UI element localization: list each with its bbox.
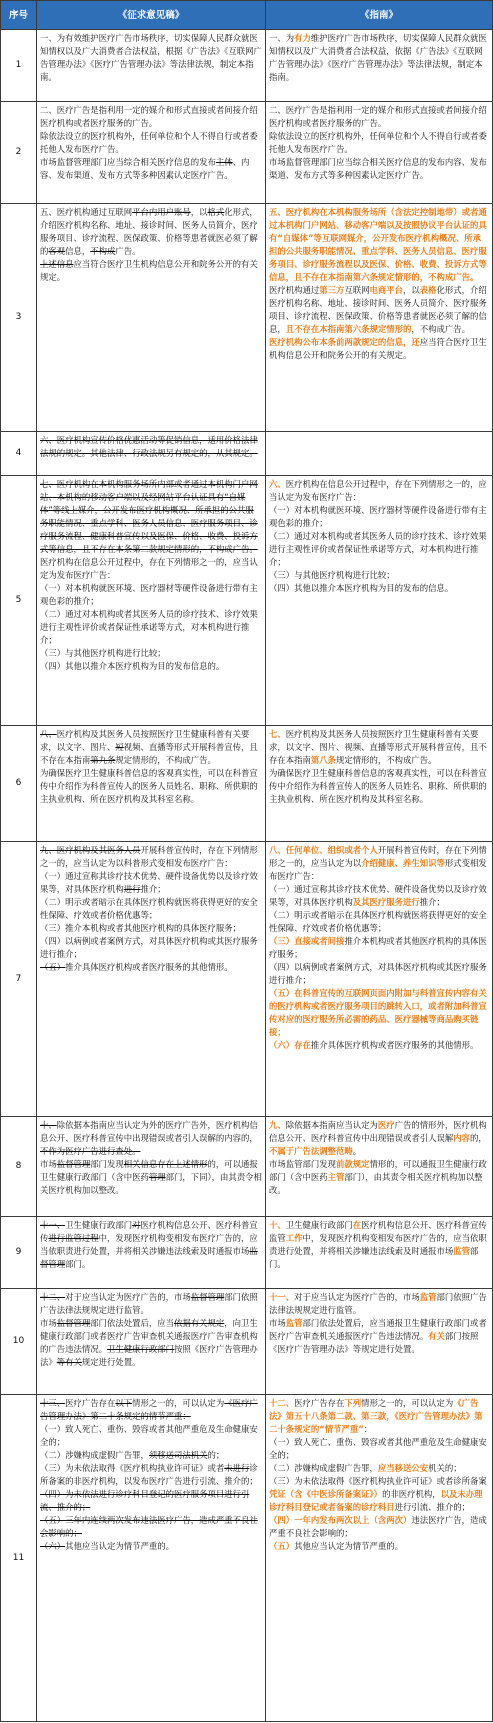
clause-text: 部门按照《医疗广告管理办法》等规定进行处置。 <box>269 1331 479 1354</box>
guide-paragraph <box>269 156 489 182</box>
clause-text: 医疗广告存在 <box>65 1398 116 1408</box>
clause-text: 其他应当认定为情节严重的。 <box>294 1541 403 1551</box>
deleted-text: 六、医疗机构宣传价格优惠活动等促销信息，适用价格法律法规的规定。其他法律、行政法规另有规定的，从其规定。 <box>40 435 258 458</box>
clause-text: （二）明示或者暗示在具体医疗机构就医将获得更好的安全性保障、疗效或者价格优惠等； <box>40 897 258 920</box>
added-text: 有关 <box>428 1331 445 1341</box>
added-text: （六）存在 <box>269 1040 311 1050</box>
table-row <box>1 1395 493 1722</box>
draft-paragraph <box>40 32 262 84</box>
guide-paragraph <box>269 1514 489 1540</box>
draft-paragraph <box>40 434 262 460</box>
draft-paragraph <box>40 556 262 582</box>
clause-text: 部门依法处置后，应当通报卫生健康行政部门或者医疗广告审查机关通报医疗广告违法情况。 <box>269 1318 487 1341</box>
guide-cell <box>266 30 493 102</box>
draft-paragraph <box>40 1119 262 1158</box>
clause-text: 医疗机构及其医务人员按照医疗卫生健康科普有关要求，以文字、图片、视频、直播等形式开展科普宣传，且不存在本指南 <box>269 729 487 765</box>
guide-paragraph <box>269 530 489 569</box>
clause-text: 医疗机构在信息公开过程中，存在下列情形之一的，应当认定为发布医疗广告： <box>40 557 258 580</box>
row-number: 8 <box>1 1117 37 1217</box>
clause-text: （二）明示或者暗示在具体医疗机构就医将获得更好的安全性保障、疗效或者价格优惠等； <box>269 910 487 933</box>
clause-text: 中，发现医疗机构变相发布医疗广告的，应当依职责进行处置，并将相关涉嫌违法线索及时通报市场 <box>40 1233 258 1256</box>
guide-paragraph <box>269 1291 489 1317</box>
added-text: 主管 <box>327 1172 345 1182</box>
deleted-text: 《医疗广告管理办法》第二十条规定的情节严重： <box>40 1398 258 1421</box>
guide-cell <box>266 476 493 726</box>
guide-cell <box>266 432 493 476</box>
draft-paragraph <box>40 1488 262 1514</box>
draft-cell <box>37 204 266 432</box>
draft-paragraph <box>40 922 262 935</box>
added-text: 五、医疗机构在本机构服务场所（含法定控制地带）或者通过本机构门户网站、移动客户端以及按照协议平台认证的具有“自媒体”等互联网媒介，公开发布医疗机构概况、所承担的公共服务职能情况、重点学科、医务人员信息、医疗服务项目、诊疗服务流程以及医保、价格、收费、投诉方式等信息，且不存在本指南第六条规定情形的，不构成广告。 <box>269 207 487 282</box>
clause-text: 进行引流、推介的； <box>394 1502 470 1512</box>
clause-text: ，以 <box>190 207 208 217</box>
clause-text: （三）为未依法取得《医疗机构执业许可证》或者诊所备案 <box>269 1476 487 1486</box>
deleted-text: （六） <box>40 1541 66 1551</box>
deleted-text: 八、 <box>40 729 57 739</box>
table-row <box>1 1289 493 1395</box>
draft-paragraph <box>40 767 262 806</box>
guide-paragraph <box>269 478 489 504</box>
deleted-text: 须移送司法机关 <box>148 1450 208 1460</box>
clause-text: 。 <box>352 1146 362 1156</box>
added-text: 前款规定 <box>336 1159 370 1169</box>
guide-paragraph <box>269 1317 489 1356</box>
draft-paragraph <box>40 935 262 961</box>
added-text: 不属于广告法调整范畴 <box>269 1146 353 1156</box>
draft-paragraph <box>40 660 262 673</box>
deleted-text: 监督管理 <box>56 1318 91 1328</box>
table-row <box>1 476 493 726</box>
guide-paragraph <box>269 1397 489 1436</box>
deleted-text: 十一、 <box>40 1220 66 1230</box>
clause-text: 卫生健康行政部门 <box>285 1220 353 1230</box>
clause-text: 为确保医疗卫生健康科普信息的客观真实性，可以在科普宣传中介绍作为科普宣传人的医务人员姓名、职称、所供职的主执业机构、所在医疗机构及其科室名称。 <box>40 768 258 804</box>
clause-text: 五、医疗机构通过互联网 <box>40 207 133 217</box>
draft-cell <box>37 432 266 476</box>
clause-text: 情形之一的，可以认定为 <box>361 1398 454 1408</box>
clause-text: 维护医疗广告市场秩序，切实保障人民群众就医知情权以及广大消费者合法权益，依据《广告法》《互联网广告管理办法》《医疗广告管理办法》等法律法规，制定本指南。 <box>269 33 487 82</box>
deleted-text: 主体 <box>215 157 233 167</box>
added-text: 七、 <box>269 729 286 739</box>
added-text: 十二、 <box>269 1398 295 1408</box>
added-text: 且不存在本指南第六条规定情形的 <box>285 324 412 334</box>
clause-text: 的非医疗机构， <box>382 1489 441 1499</box>
deleted-text: 十、 <box>40 1120 57 1130</box>
header-number: 序号 <box>1 1 37 30</box>
table-row <box>1 102 493 204</box>
deleted-text: 相关信息存在上述情形 <box>123 1159 208 1169</box>
clause-text: 医疗机构通过 <box>269 285 320 295</box>
clause-text: 部门），由其责令相关医疗机构加以整改。 <box>269 1172 483 1195</box>
added-text: （五）在科普宣传的互联网页面内附加与科普宣传内容有关的医疗机构或者医疗服务项目的跳转入口，或者附加科普宣传对应的医疗服务所必需的药品、医疗器械等商品购买链接； <box>269 988 487 1037</box>
clause-text: 医疗机构在信息公开过程中，存在下列情形之一的，应当认定为发布医疗广告： <box>269 479 487 502</box>
guide-paragraph <box>269 504 489 530</box>
draft-paragraph <box>40 1449 262 1462</box>
clause-text: （一）通过宣称其诊疗技术优势、硬件设备优势以及诊疗效果等，对具体医疗机构 <box>40 871 258 894</box>
clause-text: 视频、直播等形式开展科普宣传，且不存在本指南 <box>40 742 258 765</box>
row-number: 7 <box>1 842 37 1117</box>
clause-text: 化形式，介绍医疗机构名称、地址、接诊时间、医务人员简介、医疗服务项目、诊疗流程、医保政策、价格等患者就医必须了解的信息， <box>269 285 487 334</box>
clause-text: 广告。 <box>115 246 141 256</box>
draft-cell <box>37 1289 266 1395</box>
deleted-text: （五） <box>40 962 66 972</box>
guide-paragraph <box>269 130 489 156</box>
deleted-text: 客观 <box>48 246 66 256</box>
clause-text: 开展科普宣传时，存在下列情形之一的，应当认定为以科普形式变相发布医疗广告： <box>40 845 258 868</box>
deleted-text: 监督管理 <box>190 1292 225 1302</box>
clause-text: （一）致人死亡、重伤、毁容或者其他严重危及生命健康安全的； <box>40 1424 258 1447</box>
guide-paragraph <box>269 728 489 767</box>
clause-text: 市场监督管理部门应当综合相关医疗信息的发布内容、发布渠道、发布方式等多种因素认定医疗广告。 <box>269 157 487 180</box>
table-row <box>1 842 493 1117</box>
clause-text: 的； <box>207 1450 225 1460</box>
deleted-text: 监督管理 <box>40 1246 258 1269</box>
added-text: 有力 <box>294 33 311 43</box>
clause-text: 医疗机构及其医务人员按照医疗卫生健康科普有关要求，以文字、图片、 <box>40 729 250 752</box>
guide-cell <box>266 842 493 1117</box>
row-number: 4 <box>1 432 37 476</box>
clause-text: 部门依照广告法律法规规定进行监管。 <box>40 1292 258 1315</box>
clause-text: 推介具体医疗机构或者医疗服务的其他情形。 <box>310 1040 479 1050</box>
guide-paragraph <box>269 336 489 362</box>
clause-text: 市场 <box>269 1318 286 1328</box>
clause-text: 规定进行处置。 <box>81 1357 141 1367</box>
added-text: （三） <box>269 936 295 946</box>
guide-cell <box>266 1217 493 1289</box>
clause-text: 医疗机构信息公开、医疗科普宣传监管 <box>269 1220 487 1243</box>
guide-paragraph <box>269 883 489 909</box>
row-number: 1 <box>1 30 37 102</box>
clause-text: （四）以病例或者案例方式，对具体医疗机构或其医疗服务进行推介； <box>269 962 487 985</box>
draft-paragraph <box>40 961 262 974</box>
draft-paragraph <box>40 1158 262 1197</box>
header-draft: 《征求意见稿》 <box>37 1 266 30</box>
clause-text: 一、为 <box>269 33 295 43</box>
draft-cell <box>37 1217 266 1289</box>
table-row <box>1 1217 493 1289</box>
clause-text: 按照《医疗广告管理办法》 <box>40 1344 258 1367</box>
guide-paragraph <box>269 1039 489 1052</box>
clause-text: （二）通过对本机构或者其医务人员的诊疗技术、诊疗效果进行主观性评价或者保证性承诺等方式，对本机构进行推介； <box>269 531 487 567</box>
clause-text: 卫生健康行政部门 <box>65 1220 133 1230</box>
guide-paragraph <box>269 1219 489 1271</box>
clause-text: 部门，下同），由其责令相关医疗机构加以整改。 <box>40 1172 262 1195</box>
added-text: 下列 <box>344 1398 362 1408</box>
draft-paragraph <box>40 130 262 156</box>
clause-text: ，向卫生健康行政部门或者医疗广告审查机关通报医疗广告审查机构的广告违法情况。 <box>40 1318 258 1354</box>
table-row <box>1 204 493 432</box>
row-number: 3 <box>1 204 37 432</box>
clause-text: （一）对本机构就医环境、医疗器材等硬件设备进行带有主观色彩的推介； <box>40 583 258 606</box>
row-number: 5 <box>1 476 37 726</box>
draft-cell <box>37 1395 266 1722</box>
deleted-text: 七、医疗机构在本机构服务场所内部或者通过本机构门户网站、本机构的移动客户端以及经网站平台认证具有“自媒体”等线上媒介，公开发布医疗机构概况、所承担的公共服务职能情况、重点学科、医务人员信息、医疗服务项目、诊疗服务流程、健康科普宣传以及医保、价格、收费、投诉方式等信息，且不存在本条第二款规定情形的，不构成广告。 <box>40 479 258 554</box>
deleted-text: 十三、 <box>40 1398 66 1408</box>
clause-text: 部门依照广告法律法规规定进行监管。 <box>269 1292 487 1315</box>
clause-text: 对于应当认定为医疗广告的，市场 <box>65 1292 191 1302</box>
guide-cell <box>266 1395 493 1722</box>
guide-paragraph <box>269 104 489 130</box>
deleted-text: 格式 <box>207 207 225 217</box>
clause-text: ： <box>363 1424 373 1434</box>
deleted-text: 九、医疗机构及其医务人员 <box>40 845 141 855</box>
draft-paragraph <box>40 1317 262 1369</box>
clause-text: 规定情形的，不构成广告。 <box>336 755 437 765</box>
clause-text: （四）其他以推介本医疗机构为目的发布的信息。 <box>269 583 454 593</box>
clause-text: 一、为有效维护医疗广告市场秩序，切实保障人民群众就医知情权以及广大消费者合法权益，根据《广告法》《互联网广告管理办法》《医疗广告管理办法》等法律法规，制定本指南。 <box>40 33 262 82</box>
deleted-text: 第九条 <box>90 755 116 765</box>
added-text: 直接或者间接 <box>294 936 345 946</box>
draft-paragraph <box>40 1540 262 1553</box>
guide-paragraph <box>269 32 489 84</box>
added-text: 在 <box>352 1220 362 1230</box>
clause-text: 中，发现医疗机构变相发布医疗广告的，应当依职责进行处置，并将相关涉嫌违法线索及时通报市场 <box>269 1233 487 1256</box>
clause-text: 推介； <box>419 897 445 907</box>
draft-paragraph <box>40 104 262 130</box>
draft-paragraph <box>40 896 262 922</box>
clause-text: 部门依法处置后，应当 <box>90 1318 174 1328</box>
guide-paragraph <box>269 1540 489 1553</box>
deleted-text: 平台内用户账号 <box>132 207 191 217</box>
added-text: （五） <box>269 1541 295 1551</box>
clause-text: 医疗机构信息公开、医疗科普宣传 <box>40 1220 258 1243</box>
added-text: 医疗 <box>377 1120 395 1130</box>
clause-text: （三）与其他医疗机构进行比较； <box>269 570 395 580</box>
guide-cell <box>266 204 493 432</box>
clause-text: 部门。 <box>269 1246 479 1269</box>
clause-text: 应当符合医疗卫生机构信息公开和院务公开的有关规定。 <box>269 337 487 360</box>
clause-text: 诊所备案的非医疗机构，以发布医疗广告进行引流、推介的； <box>40 1463 258 1486</box>
row-number: 6 <box>1 726 37 842</box>
deleted-text: 管理 <box>148 1172 166 1182</box>
guide-paragraph <box>269 767 489 806</box>
added-text: 十、 <box>269 1220 286 1230</box>
clause-text: 广告的情形外，医疗机构信息公开、医疗科普宣传中出现错误或者引人误解 <box>269 1120 487 1143</box>
clause-text: 部门。 <box>65 1259 91 1269</box>
draft-paragraph <box>40 258 262 284</box>
added-text: 第八条 <box>310 755 336 765</box>
clause-text: （三）推介本机构或者其他医疗机构的具体医疗服务； <box>40 923 241 933</box>
added-text: 应当移送公安 <box>377 1463 429 1473</box>
row-number: 11 <box>1 1395 37 1722</box>
deleted-text: 进行 <box>123 884 141 894</box>
added-text: 工作 <box>285 1233 303 1243</box>
added-text: 内容 <box>453 1133 470 1143</box>
guide-paragraph <box>269 582 489 595</box>
clause-text: 推介具体医疗机构或者医疗服务的其他情形。 <box>65 962 233 972</box>
clause-text: 机关的； <box>428 1463 462 1473</box>
deleted-text: 上述信息 <box>40 259 74 269</box>
deleted-text: 对 <box>132 1220 141 1230</box>
added-text: 监管 <box>285 1318 303 1328</box>
added-text: 九、 <box>269 1120 286 1130</box>
clause-text: 化形式，介绍医疗机构名称、地址、接诊时间、医务人员简介、医疗服务项目、诊疗流程、医保政策、价格等患者就医必须了解的 <box>40 207 258 256</box>
added-text: 监管 <box>453 1246 470 1256</box>
clause-text: 为确保医疗卫生健康科普信息的客观真实性，可以在科普宣传中介绍作为科普宣传人的医务人员姓名、职称、所供职的主执业机构、所在医疗机构及其科室名称。 <box>269 768 487 804</box>
guide-paragraph <box>269 987 489 1039</box>
deleted-text: 短 <box>115 742 124 752</box>
clause-text: ，不构成广告。 <box>411 324 470 334</box>
row-number: 9 <box>1 1217 37 1289</box>
added-text: 监管 <box>419 1292 437 1302</box>
clause-text: 形式变相发布医疗广告： <box>269 858 487 881</box>
draft-paragraph <box>40 647 262 660</box>
draft-paragraph <box>40 1291 262 1317</box>
draft-paragraph <box>40 478 262 556</box>
added-text: 十一、 <box>269 1292 295 1302</box>
clause-text: （二）涉嫌构成虚假广告罪， <box>40 1450 149 1460</box>
added-text: 以及未办理诊疗科目登记或者备案的诊疗科目 <box>269 1489 483 1512</box>
guide-paragraph <box>269 1158 489 1197</box>
guide-paragraph <box>269 844 489 883</box>
clause-text: 信息， <box>65 246 91 256</box>
guide-paragraph <box>269 961 489 987</box>
draft-paragraph <box>40 870 262 896</box>
guide-paragraph <box>269 1475 489 1514</box>
draft-cell <box>37 476 266 726</box>
clause-text: 医疗广告存在 <box>294 1398 345 1408</box>
deleted-text: 卫生健康行政部门 <box>107 1344 174 1354</box>
added-text: 凭证（含《中医诊所备案证》） <box>269 1489 383 1499</box>
clause-text: 互联网 <box>344 285 370 295</box>
added-text: 表格 <box>419 285 437 295</box>
draft-paragraph <box>40 1462 262 1488</box>
guide-paragraph <box>269 569 489 582</box>
clause-text: 除依法设立的医疗机构外，任何单位和个人不得自行或者委托他人发布医疗广告。 <box>40 131 258 154</box>
clause-text: 除依据本指南应当认定为外的医疗广告外，医疗机构信息公开、医疗科普宣传中出现错误或者引人误解的内容的， <box>40 1120 258 1143</box>
clause-text: 市场监管部门发现 <box>269 1159 336 1169</box>
clause-text: （一）对本机构就医环境、医疗器材等硬件设备进行带有主观色彩的推介； <box>269 505 487 528</box>
draft-cell <box>37 102 266 204</box>
clause-text: （三）为未依法取得《医疗机构执业许可证》或者 <box>40 1463 225 1473</box>
draft-paragraph <box>40 206 262 258</box>
deleted-text: 以下 <box>115 1398 133 1408</box>
clause-text: 的， <box>470 1133 487 1143</box>
table-header-row <box>1 1 493 30</box>
guide-cell <box>266 1117 493 1217</box>
clause-text: 违法医疗广告，造成严重不良社会影响的； <box>269 1515 487 1538</box>
clause-text: 情形的，可以通报卫生健康行政部门（含中医药 <box>269 1159 487 1182</box>
clause-text: 应当符合医疗卫生机构信息公开和院务公开的有关规定。 <box>40 259 258 282</box>
guide-paragraph <box>269 206 489 284</box>
deleted-text: 十二、 <box>40 1292 66 1302</box>
clause-text: （一）致人死亡、重伤、毁容或者其他严重危及生命健康安全的； <box>269 1437 487 1460</box>
clause-text: （二）通过对本机构或者其医务人员的诊疗技术、诊疗效果进行主观性评价或者保证性承诺等方式，对本机构进行推介； <box>40 609 258 645</box>
clause-text: 除依法设立的医疗机构外，任何单位和个人不得自行或者委托他人发布医疗广告。 <box>269 131 487 154</box>
draft-paragraph <box>40 728 262 767</box>
clause-text: 的，可以通报卫生健康行政部门（含中医药 <box>40 1159 258 1182</box>
added-text: 六、 <box>269 479 286 489</box>
deleted-text: 不构成 <box>90 246 116 256</box>
guide-paragraph <box>269 1119 489 1158</box>
clause-text: （四）以病例或者案例方式，对具体医疗机构或其医疗服务进行推介； <box>40 936 258 959</box>
draft-cell <box>37 726 266 842</box>
guide-paragraph <box>269 1462 489 1475</box>
draft-paragraph <box>40 1514 262 1540</box>
clause-text: 、内容、发布渠道、发布方式等多种因素认定医疗广告。 <box>40 157 250 180</box>
clause-text: （三）与其他医疗机构进行比较； <box>40 648 166 658</box>
deleted-text: 等有关 <box>56 1357 82 1367</box>
deleted-text: 依据有关规定 <box>174 1318 225 1328</box>
deleted-text: （五）三年内连续两次发布违法医疗广告，造成严重不良社会影响的； <box>40 1515 258 1538</box>
deleted-text: （四）为未依法进行诊疗科目登记的医疗服务项目进行引流、推介的； <box>40 1489 250 1512</box>
clause-text: 市场 <box>40 1159 57 1169</box>
added-text: 第三方 <box>319 285 345 295</box>
deleted-text: 进行监管过程 <box>48 1233 99 1243</box>
added-text: 《广告法》第五十八条第二款、第三款，《医疗广告管理办法》第二十条规定的“情节严重” <box>269 1398 483 1434</box>
draft-paragraph <box>40 1219 262 1271</box>
header-guide: 《指南》 <box>266 1 493 30</box>
draft-paragraph <box>40 156 262 182</box>
clause-text: （一）通过宣称其诊疗技术优势、硬件设备优势以及诊疗效果等，对具体医疗机构 <box>269 884 487 907</box>
draft-cell <box>37 30 266 102</box>
added-text: （四）一年内发布两次以上（含两次） <box>269 1515 412 1525</box>
table-row <box>1 1117 493 1217</box>
clause-text: （二）涉嫌构成虚假广告罪， <box>269 1463 378 1473</box>
draft-cell <box>37 1117 266 1217</box>
added-text: 八、任何单位、组织或者个人 <box>269 845 378 855</box>
draft-paragraph <box>40 608 262 647</box>
guide-paragraph <box>269 909 489 935</box>
guide-cell <box>266 1289 493 1395</box>
clause-text: 二、医疗广告是指利用一定的媒介和形式直接或者间接介绍医疗机构或者医疗服务的广告。 <box>269 105 487 128</box>
added-text: 介绍健康、养生知识等 <box>361 858 445 868</box>
draft-paragraph <box>40 1423 262 1449</box>
guide-paragraph <box>269 1436 489 1462</box>
row-number: 2 <box>1 102 37 204</box>
table-body <box>1 30 493 1722</box>
deleted-text: 监督管理 <box>56 1159 91 1169</box>
clause-text: ，以 <box>403 285 420 295</box>
clause-text: （四）其他以推介本医疗机构为目的发布信息的。 <box>40 661 225 671</box>
draft-paragraph <box>40 844 262 870</box>
clause-text: 情形之一的，可以认定为 <box>132 1398 225 1408</box>
added-text: 医疗机构公布本条前两款规定的信息，还 <box>269 337 420 347</box>
clause-text: 部门发现 <box>90 1159 124 1169</box>
added-text: 电商平台 <box>369 285 403 295</box>
draft-cell <box>37 842 266 1117</box>
clause-text: 二、医疗广告是指利用一定的媒介和形式直接或者间接介绍医疗机构或者医疗服务的广告。 <box>40 105 258 128</box>
guide-cell <box>266 726 493 842</box>
clause-text: 推介本机构或者其他医疗机构的具体医疗服务； <box>269 936 487 959</box>
clause-text: 市场监督管理部门应当综合相关医疗信息的发布 <box>40 157 216 167</box>
clause-text: 除依据本指南应当认定为 <box>285 1120 378 1130</box>
guide-paragraph <box>269 935 489 961</box>
deleted-text: 不作为医疗广告进行查处。 <box>40 1146 141 1156</box>
clause-text: 推介； <box>140 884 166 894</box>
clause-text: 开展科普宣传时，存在下列情形之一的，应当认定为以 <box>269 845 487 868</box>
row-number: 10 <box>1 1289 37 1395</box>
added-text: 及其医疗服务进行 <box>352 897 420 907</box>
clause-text: 市场 <box>40 1318 57 1328</box>
draft-paragraph <box>40 582 262 608</box>
clause-text: 对于应当认定为医疗广告的，市场 <box>294 1292 420 1302</box>
guide-paragraph <box>269 284 489 336</box>
table-row <box>1 432 493 476</box>
deleted-text: 未进行 <box>224 1463 250 1473</box>
clause-text: 其他应当认定为情节严重的。 <box>65 1541 174 1551</box>
guide-cell <box>266 102 493 204</box>
table-row <box>1 726 493 842</box>
clause-text: 规定情形的，不构成广告。 <box>115 755 216 765</box>
table-row <box>1 30 493 102</box>
draft-paragraph <box>40 1397 262 1423</box>
